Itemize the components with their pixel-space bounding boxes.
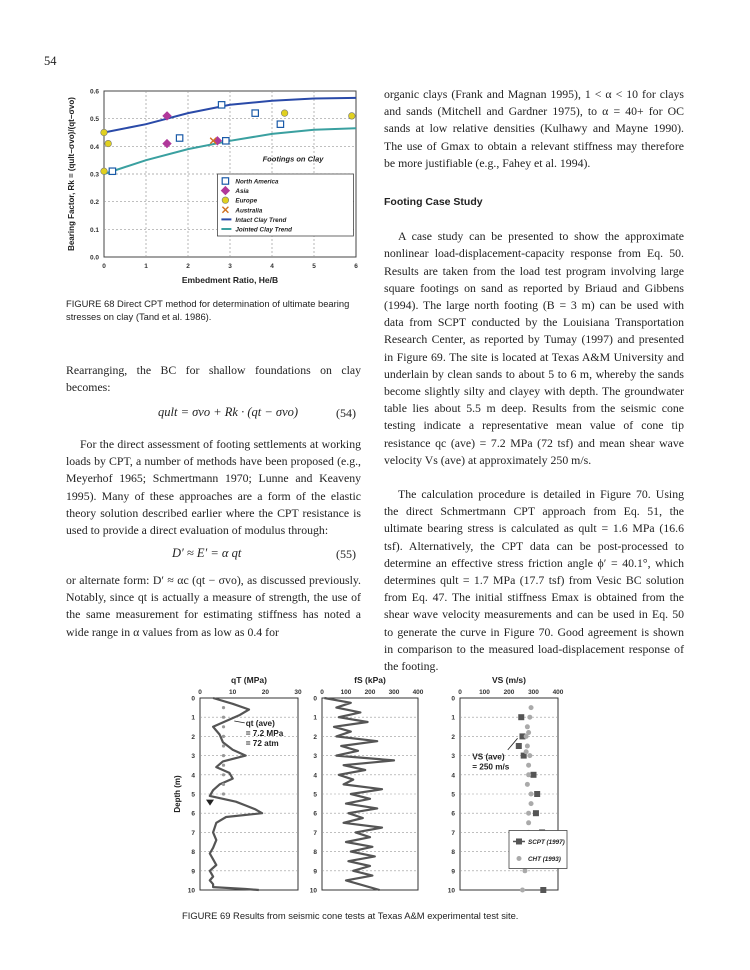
x-tick-label: 0	[458, 689, 462, 696]
data-point	[527, 753, 532, 758]
y-tick-label: 7	[313, 829, 317, 837]
panel-1	[173, 675, 302, 895]
legend-label: Jointed Clay Trend	[235, 226, 292, 234]
y-tick-label: 7	[191, 829, 195, 837]
y-tick-label: 10	[187, 887, 195, 895]
y-tick-label: 6	[451, 810, 455, 818]
y-tick-label: 3	[451, 753, 455, 761]
x-tick-label: 200	[503, 689, 515, 696]
paragraph: or alternate form: D′ ≈ αc (qt − σvo), as discussed previously. Notably, since qt is actually a measure of strength, the use of the same measurement for estimating stiffness has noted a wide range in α values from as low as 0.4 for	[66, 573, 361, 639]
y-tick-label: 0.4	[89, 143, 99, 151]
x-tick-label: 0	[320, 689, 324, 696]
x-tick-label: 1	[144, 263, 148, 270]
average-marker	[222, 792, 225, 795]
data-point	[525, 744, 530, 749]
data-point	[534, 791, 540, 797]
panel-title: fS (kPa)	[354, 675, 386, 685]
x-tick-label: 400	[552, 689, 564, 696]
data-point	[105, 140, 112, 147]
x-tick-label: 200	[364, 689, 376, 696]
left-column-para2	[66, 436, 361, 539]
y-tick-label: 0.2	[89, 199, 99, 207]
data-point	[533, 810, 539, 816]
y-tick-label: 5	[191, 791, 195, 799]
legend-label: Europe	[235, 197, 258, 205]
y-axis-label: Depth (m)	[173, 775, 182, 813]
y-tick-label: 0.3	[89, 171, 99, 179]
y-tick-label: 10	[309, 887, 317, 895]
y-tick-label: 3	[313, 753, 317, 761]
legend-swatch	[222, 197, 229, 204]
average-marker	[222, 735, 225, 738]
data-point	[527, 715, 532, 720]
equation-55: D′ ≈ E′ = α qt	[172, 546, 242, 560]
figure-69-caption: FIGURE 69 Results from seismic cone tests at Texas A&M experimental test site.	[182, 910, 519, 921]
data-point	[101, 168, 108, 175]
y-tick-label: 7	[451, 829, 455, 837]
x-tick-label: 2	[186, 263, 190, 270]
y-tick-label: 4	[451, 772, 455, 780]
paragraph: organic clays (Frank and Magnan 1995), 1 < α < 10 for clays and sands (Mitchell and Gardner 1975), to α = 40+ for OC sands at low relative densities (Kulhawy and Mayne 1990). The use of Gmax to obtain a relevant stiffness may therefore be more justifiable (e.g., Fahey et al. 1994).	[384, 87, 684, 170]
y-tick-label: 0	[451, 695, 455, 703]
average-marker	[222, 716, 225, 719]
panel-title: VS (m/s)	[491, 675, 527, 685]
data-point	[526, 820, 531, 825]
data-point	[218, 102, 224, 108]
y-tick-label: 9	[191, 868, 195, 876]
figure-68-caption: FIGURE 68 Direct CPT method for determination of ultimate bearing stresses on clay (Tand et al. 1986).	[66, 298, 350, 322]
legend-label: Asia	[235, 188, 249, 196]
y-tick-label: 1	[313, 714, 317, 722]
y-tick-label: 0.0	[89, 254, 99, 262]
data-point	[223, 138, 229, 144]
y-tick-label: 0.5	[89, 116, 99, 124]
data-point	[520, 888, 525, 893]
y-tick-label: 10	[447, 887, 455, 895]
paragraph: A case study can be presented to show the approximate nonlinear load-displacement-capacity response from Eq. 50. Results are taken from the load test program involving large square footings on sand as reported by Briaud and Gibbens (1994). The large north footing (B = 3 m) can be used with data from SCPT conducted by the Louisiana Transportation Research Center, as reported by Tumay (1997) and presented in Figure 69. The site is located at Texas A&M University and underlain by clean sands to about 5 to 6 m, whereby the sands become slightly silty and clayey with depth. The groundwater table lies about 5.5 m deep. Results from the seismic cone testing indicate a representative mean value of cone tip resistance qc (ave) = 7.2 MPa (72 tsf) and mean shear wave velocity Vs (ave) at approximately 250 m/s.	[384, 229, 684, 467]
y-tick-label: 2	[451, 733, 455, 741]
y-tick-label: 5	[451, 791, 455, 799]
average-marker	[222, 764, 225, 767]
x-axis-label: Embedment Ratio, He/B	[181, 275, 279, 285]
x-tick-label: 3	[228, 263, 232, 270]
average-marker	[222, 706, 225, 709]
data-point	[176, 135, 182, 141]
data-point	[525, 724, 530, 729]
x-tick-label: 20	[261, 689, 269, 696]
legend-swatch	[516, 838, 522, 844]
figure-68-chart	[58, 85, 368, 295]
average-marker	[222, 773, 225, 776]
paragraph: The calculation procedure is detailed in Figure 70. Using the direct Schmertmann CPT approach from Eq. 51, the ultimate bearing stress is calculated as qult = 1.6 MPa (16.6 tsf). Alternatively, the CPT data can be post-processed to determine an effective stress friction angle ϕ′ = 40.1°, which determines qult = 1.7 MPa (17.7 tsf) from Vesic BC solution from Eq. 47. The initial stiffness Emax is obtained from the shear wave velocity measurements and can be used in Eq. 50 to generate the curve in Figure 70. Good agreement is shown in comparison to the measured load-displacement response of the footing.	[384, 487, 684, 674]
average-marker	[222, 744, 225, 747]
y-tick-label: 5	[313, 791, 317, 799]
chart-annotation: VS (ave)	[472, 752, 505, 762]
x-tick-label: 10	[229, 689, 237, 696]
x-tick-label: 0	[102, 263, 106, 270]
y-axis-label: Bearing Factor, Rk = (qult−σvo)/(qt−σvo)	[67, 97, 76, 251]
y-tick-label: 0	[191, 695, 195, 703]
legend-label: North America	[235, 178, 279, 186]
average-marker	[222, 725, 225, 728]
y-tick-label: 0.1	[89, 226, 99, 234]
x-tick-label: 400	[412, 689, 424, 696]
y-tick-label: 1	[191, 714, 195, 722]
data-point	[109, 168, 115, 174]
page-number: 54	[44, 54, 57, 68]
legend-label: SCPT (1997)	[528, 838, 565, 846]
y-tick-label: 3	[191, 753, 195, 761]
figure-69-chart	[170, 675, 590, 910]
equation-55-number: (55)	[336, 547, 356, 561]
x-tick-label: 100	[340, 689, 352, 696]
y-tick-label: 0.6	[89, 88, 99, 96]
y-tick-label: 4	[191, 772, 195, 780]
y-tick-label: 2	[191, 733, 195, 741]
y-tick-label: 8	[313, 849, 317, 857]
chart-annotation: = 72 atm	[245, 738, 279, 748]
chart-annotation: = 250 m/s	[472, 762, 510, 772]
data-point	[522, 868, 527, 873]
y-tick-label: 0	[313, 695, 317, 703]
legend-label: Australia	[235, 207, 263, 215]
data-point	[281, 110, 288, 117]
average-marker	[222, 754, 225, 757]
data-point	[526, 811, 531, 816]
data-point	[516, 743, 522, 749]
equation-54: qult = σvo + Rk · (qt − σvo)	[158, 405, 299, 419]
data-point	[529, 801, 534, 806]
legend-label: CHT (1993)	[528, 855, 561, 863]
x-tick-label: 300	[528, 689, 539, 696]
chart-annotation: qt (ave)	[245, 718, 275, 728]
legend-label: Intact Clay Trend	[235, 216, 287, 224]
data-point	[518, 714, 524, 720]
y-tick-label: 2	[313, 733, 317, 741]
data-point	[277, 121, 283, 127]
data-point	[101, 129, 108, 136]
data-point	[525, 782, 530, 787]
right-column	[384, 86, 684, 675]
y-tick-label: 9	[313, 868, 317, 876]
y-tick-label: 4	[313, 772, 317, 780]
x-tick-label: 0	[198, 689, 202, 696]
data-point	[252, 110, 258, 116]
data-point	[531, 772, 537, 778]
data-point	[529, 705, 534, 710]
data-point	[526, 763, 531, 768]
paragraph: Rearranging, the BC for shallow foundations on clay becomes:	[66, 363, 361, 395]
legend-swatch	[222, 178, 228, 184]
left-column-para3	[66, 572, 361, 641]
chart-annotation: = 7.2 MPa	[245, 728, 284, 738]
panel-title: qT (MPa)	[231, 675, 267, 685]
y-tick-label: 6	[191, 810, 195, 818]
equation-54-number: (54)	[336, 406, 356, 420]
average-marker	[222, 783, 225, 786]
x-tick-label: 100	[479, 689, 490, 696]
data-point	[540, 887, 546, 893]
panel-3	[448, 675, 567, 895]
y-tick-label: 1	[451, 714, 455, 722]
panel-2	[310, 675, 424, 895]
y-tick-label: 6	[313, 810, 317, 818]
x-tick-label: 4	[270, 263, 274, 270]
data-point	[349, 113, 356, 120]
x-tick-label: 5	[312, 263, 316, 270]
section-heading: Footing Case Study	[384, 196, 483, 209]
y-tick-label: 9	[451, 868, 455, 876]
legend-swatch	[517, 856, 522, 861]
paragraph: For the direct assessment of footing settlements at working loads by CPT, a number of methods have been proposed (e.g., Meyerhof 1965; Schmertmann 1970; Lunne and Keaveny 1995). Many of these approaches are a form of the elastic theory solution described earlier where the CPT resistance is used to provide a direct evaluation of modulus through:	[66, 437, 361, 538]
x-tick-label: 30	[294, 689, 302, 696]
x-tick-label: 300	[388, 689, 400, 696]
data-point	[529, 792, 534, 797]
data-point	[526, 772, 531, 777]
y-tick-label: 8	[191, 849, 195, 857]
data-point	[524, 734, 529, 739]
left-column	[66, 362, 361, 396]
x-tick-label: 6	[354, 263, 358, 270]
y-tick-label: 8	[451, 849, 455, 857]
chart-annotation: Footings on Clay	[262, 154, 324, 164]
data-point	[524, 749, 529, 754]
